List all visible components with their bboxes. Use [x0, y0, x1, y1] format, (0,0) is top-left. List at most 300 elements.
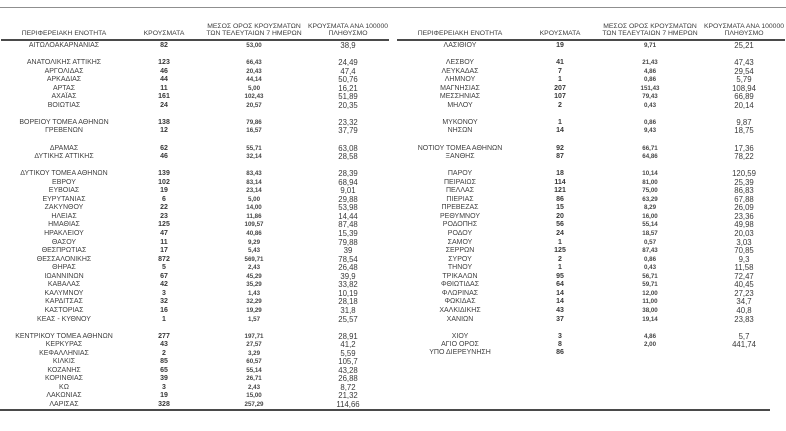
cases-cell: 87 — [556, 153, 564, 161]
per100k-cell: 24,49 — [338, 58, 358, 68]
table-row — [397, 315, 785, 324]
region-name-cell: ΛΑΡΙΣΑΣ — [49, 400, 79, 408]
table-row — [1, 84, 389, 93]
avg7-cell: 32,14 — [246, 153, 262, 161]
region-name-cell: ΑΧΑΪΑΣ — [51, 93, 77, 101]
per100k-cell: 25,39 — [734, 177, 754, 187]
per100k-cell: 33,82 — [338, 280, 358, 290]
table-spacer-row — [1, 109, 389, 118]
region-name-cell: ΠΙΕΡΙΑΣ — [446, 195, 474, 203]
table-row — [1, 229, 389, 238]
avg7-cell: 9,29 — [247, 238, 261, 246]
per100k-cell: 47,43 — [734, 58, 754, 68]
avg7-cell: 38,00 — [642, 306, 658, 314]
region-name-cell: ΘΗΡΑΣ — [52, 264, 76, 272]
per100k-cell: 38,9 — [340, 41, 356, 50]
per100k-cell: 68,94 — [338, 177, 358, 187]
avg7-cell: 10,14 — [642, 170, 658, 178]
cases-cell: 102 — [158, 178, 170, 186]
table-row — [1, 75, 389, 84]
avg7-cell: 109,57 — [244, 221, 264, 229]
table-row — [1, 186, 389, 195]
cases-cell: 14 — [556, 289, 564, 297]
per100k-cell: 21,32 — [338, 391, 358, 401]
table-row — [397, 340, 785, 349]
avg7-cell: 2,00 — [643, 341, 657, 349]
per100k-cell: 9,01 — [340, 186, 356, 196]
cases-cell: 872 — [158, 255, 170, 263]
table-spacer-row — [397, 50, 785, 59]
per100k-cell: 10,19 — [338, 288, 358, 298]
per100k-cell: 28,39 — [338, 169, 358, 179]
cases-cell: 47 — [160, 230, 168, 238]
avg7-cell: 5,00 — [247, 195, 261, 203]
per100k-cell: 11,58 — [734, 263, 754, 273]
bottom-rule — [0, 409, 770, 411]
per100k-cell: 51,89 — [338, 92, 358, 102]
per100k-cell: 26,09 — [734, 203, 754, 213]
per100k-cell: 114,66 — [336, 399, 360, 409]
cases-cell: 46 — [160, 153, 168, 161]
cases-cell: 65 — [160, 366, 168, 374]
region-name-cell: ΛΑΚΩΝΙΑΣ — [46, 392, 82, 400]
per100k-cell: 49,98 — [734, 220, 754, 230]
per100k-cell: 29,88 — [338, 194, 358, 204]
region-name-cell: ΔΥΤΙΚΗΣ ΑΤΤΙΚΗΣ — [34, 153, 94, 161]
region-name-cell: ΣΥΡΟΥ — [448, 255, 472, 263]
avg7-cell: 83,43 — [246, 170, 262, 178]
region-name-cell: ΚΕΑΣ - ΚΥΘΝΟΥ — [37, 315, 91, 323]
column-header-region: ΠΕΡΙΦΕΡΕΙΑΚΗ ΕΝΟΤΗΤΑ — [417, 30, 503, 38]
avg7-cell: 64,86 — [642, 153, 658, 161]
cases-cell: 62 — [160, 144, 168, 152]
region-name-cell: ΗΛΕΙΑΣ — [51, 212, 77, 220]
cases-cell: 125 — [554, 247, 566, 255]
region-name-cell: ΖΑΚΥΝΘΟΥ — [44, 204, 84, 212]
table-row — [397, 263, 785, 272]
table-row — [397, 84, 785, 93]
per100k-cell: 5,59 — [340, 348, 356, 358]
region-name-cell: ΧΙΟΥ — [451, 332, 469, 340]
per100k-cell: 86,83 — [734, 186, 754, 196]
table-row — [397, 126, 785, 135]
avg7-cell: 59,71 — [642, 281, 658, 289]
per100k-cell: 78,54 — [338, 254, 358, 264]
region-name-cell: ΛΕΥΚΑΔΑΣ — [441, 67, 479, 75]
avg7-cell: 14,00 — [246, 204, 262, 212]
table-row — [1, 169, 389, 178]
per100k-cell: 9,87 — [736, 117, 752, 127]
table-row — [1, 203, 389, 212]
avg7-cell: 5,43 — [247, 247, 261, 255]
avg7-cell: 102,43 — [244, 93, 264, 101]
cases-cell: 121 — [554, 187, 566, 195]
per100k-cell: 27,23 — [734, 288, 754, 298]
table-row — [397, 220, 785, 229]
avg7-cell: 0,43 — [643, 264, 657, 272]
per100k-cell: 39,9 — [340, 271, 356, 281]
region-name-cell: ΠΡΕΒΕΖΑΣ — [441, 204, 479, 212]
table-row — [1, 58, 389, 67]
cases-cell: 14 — [556, 298, 564, 306]
cases-cell: 11 — [160, 238, 168, 246]
cases-cell: 207 — [554, 84, 566, 92]
avg7-cell: 16,00 — [642, 212, 658, 220]
avg7-cell: 83,14 — [246, 178, 262, 186]
region-name-cell: ΒΟΙΩΤΙΑΣ — [47, 101, 81, 109]
cases-cell: 67 — [160, 272, 168, 280]
avg7-cell: 1,57 — [247, 315, 261, 323]
region-name-cell: ΘΕΣΣΑΛΟΝΙΚΗΣ — [36, 255, 92, 263]
avg7-cell: 21,43 — [642, 59, 658, 67]
cases-cell: 39 — [160, 375, 168, 383]
avg7-cell: 9,43 — [643, 127, 657, 135]
region-name-cell: ΕΥΒΟΙΑΣ — [48, 187, 80, 195]
cases-cell: 20 — [556, 212, 564, 220]
avg7-cell: 197,71 — [244, 332, 264, 340]
cases-cell: 1 — [558, 264, 562, 272]
region-name-cell: ΡΟΔΟΥ — [447, 230, 473, 238]
region-name-cell: ΚΙΛΚΙΣ — [52, 358, 76, 366]
per100k-cell: 108,94 — [732, 83, 756, 93]
table-row — [397, 144, 785, 153]
cases-cell: 42 — [160, 281, 168, 289]
cases-cell: 1 — [558, 76, 562, 84]
per100k-cell: 8,72 — [340, 382, 356, 392]
table-row — [1, 349, 389, 358]
cases-cell: 14 — [556, 127, 564, 135]
avg7-cell: 0,86 — [643, 255, 657, 263]
per100k-cell: 28,58 — [338, 152, 358, 162]
avg7-cell: 19,14 — [642, 315, 658, 323]
region-name-cell: ΚΟΖΑΝΗΣ — [47, 366, 81, 374]
region-name-cell: ΚΕΝΤΡΙΚΟΥ ΤΟΜΕΑ ΑΘΗΝΩΝ — [15, 332, 113, 340]
avg7-cell: 3,29 — [247, 349, 261, 357]
region-name-cell: ΗΡΑΚΛΕΙΟΥ — [44, 230, 84, 238]
per100k-cell: 40,45 — [734, 280, 754, 290]
table-row — [1, 306, 389, 315]
cases-cell: 2 — [558, 255, 562, 263]
table-row — [1, 41, 389, 50]
per100k-cell: 43,28 — [338, 365, 358, 375]
region-name-cell: ΣΕΡΡΩΝ — [445, 247, 475, 255]
table-row — [1, 101, 389, 110]
table-row — [1, 220, 389, 229]
table-spacer-row — [397, 323, 785, 332]
table-row — [1, 195, 389, 204]
avg7-cell: 87,43 — [642, 247, 658, 255]
table-row — [397, 272, 785, 281]
avg7-cell: 569,71 — [244, 255, 264, 263]
table-row — [1, 272, 389, 281]
table-row — [397, 92, 785, 101]
avg7-cell: 257,29 — [244, 400, 264, 408]
cases-cell: 8 — [558, 341, 562, 349]
cases-cell: 5 — [162, 264, 166, 272]
per100k-cell: 29,54 — [734, 66, 754, 76]
avg7-cell: 60,57 — [246, 358, 262, 366]
avg7-cell: 79,43 — [642, 93, 658, 101]
regional-table-left — [1, 9, 389, 409]
region-name-cell: ΧΑΛΚΙΔΙΚΗΣ — [439, 306, 481, 314]
region-name-cell: ΦΘΙΩΤΙΔΑΣ — [440, 281, 480, 289]
per100k-cell: 70,85 — [734, 246, 754, 256]
region-name-cell: ΠΕΛΛΑΣ — [445, 187, 475, 195]
avg7-cell: 15,00 — [246, 392, 262, 400]
avg7-cell: 66,71 — [642, 144, 658, 152]
table-row — [397, 75, 785, 84]
avg7-cell: 56,71 — [642, 272, 658, 280]
cases-cell: 18 — [556, 170, 564, 178]
table-row — [397, 118, 785, 127]
region-name-cell: ΡΕΘΥΜΝΟΥ — [439, 212, 480, 220]
per100k-cell: 5,79 — [736, 75, 752, 85]
avg7-cell: 20,57 — [246, 101, 262, 109]
avg7-cell: 75,00 — [642, 187, 658, 195]
cases-cell: 277 — [158, 332, 170, 340]
avg7-cell: 55,14 — [246, 366, 262, 374]
column-header-cases: ΚΡΟΥΣΜΑΤΑ — [143, 30, 185, 38]
avg7-cell: 63,29 — [642, 195, 658, 203]
table-row — [1, 280, 389, 289]
table-spacer-row — [397, 135, 785, 144]
cases-cell: 2 — [558, 101, 562, 109]
region-name-cell: ΕΒΡΟΥ — [52, 178, 76, 186]
table-row — [397, 41, 785, 50]
cases-cell: 82 — [160, 42, 168, 49]
table-row — [1, 374, 389, 383]
table-spacer-row — [1, 50, 389, 59]
avg7-cell: 45,29 — [246, 272, 262, 280]
table-header-right — [397, 9, 785, 41]
cases-cell: 41 — [556, 59, 564, 67]
cases-cell: 11 — [160, 84, 168, 92]
per100k-cell: 28,18 — [338, 297, 358, 307]
avg7-cell: 11,86 — [246, 212, 262, 220]
per100k-cell: 20,35 — [338, 100, 358, 110]
per100k-cell: 17,36 — [734, 143, 754, 153]
avg7-cell: 35,29 — [246, 281, 262, 289]
avg7-cell: 4,86 — [643, 332, 657, 340]
cases-cell: 19 — [556, 42, 564, 49]
region-name-cell: ΜΥΚΟΝΟΥ — [442, 118, 478, 126]
table-row — [1, 255, 389, 264]
table-row — [397, 238, 785, 247]
avg7-cell: 66,43 — [246, 59, 262, 67]
region-name-cell: ΑΓΙΟ ΟΡΟΣ — [441, 341, 479, 349]
cases-cell: 64 — [556, 281, 564, 289]
region-name-cell: ΚΑΣΤΟΡΙΑΣ — [44, 306, 84, 314]
avg7-cell: 53,00 — [246, 42, 262, 49]
column-header-avg7: ΜΕΣΟΣ ΟΡΟΣ ΚΡΟΥΣΜΑΤΩΝ ΤΩΝ ΤΕΛΕΥΤΑΙΩΝ 7 ΗΜΕΡΩΝ — [602, 22, 698, 38]
per100k-cell: 26,48 — [338, 263, 358, 273]
table-spacer-row — [1, 135, 389, 144]
table-row — [397, 280, 785, 289]
cases-cell: 139 — [158, 170, 170, 178]
table-spacer-row — [397, 109, 785, 118]
table-row — [397, 246, 785, 255]
table-row — [397, 203, 785, 212]
column-header-per100k: ΚΡΟΥΣΜΑΤΑ ΑΝΑ 100000 ΠΛΗΘΥΣΜΟ — [703, 22, 785, 38]
region-name-cell: ΝΗΣΩΝ — [447, 127, 473, 135]
table-row — [397, 195, 785, 204]
cases-cell: 12 — [160, 127, 168, 135]
region-name-cell: ΤΡΙΚΑΛΩΝ — [442, 272, 478, 280]
region-name-cell: ΚΕΦΑΛΛΗΝΙΑΣ — [39, 349, 89, 357]
region-name-cell: ΘΑΣΟΥ — [51, 238, 77, 246]
table-row — [397, 178, 785, 187]
region-name-cell: ΠΕΙΡΑΙΩΣ — [444, 178, 476, 186]
per100k-cell: 50,76 — [338, 75, 358, 85]
per100k-cell: 67,88 — [734, 194, 754, 204]
avg7-cell: 8,29 — [643, 204, 657, 212]
per100k-cell: 87,48 — [338, 220, 358, 230]
table-row — [1, 92, 389, 101]
region-name-cell: ΑΡΓΟΛΙΔΑΣ — [44, 67, 84, 75]
cases-cell: 138 — [158, 118, 170, 126]
region-name-cell: ΔΥΤΙΚΟΥ ΤΟΜΕΑ ΑΘΗΝΩΝ — [20, 170, 108, 178]
avg7-cell: 4,86 — [643, 67, 657, 75]
region-name-cell: ΦΛΩΡΙΝΑΣ — [441, 289, 479, 297]
avg7-cell: 18,57 — [642, 230, 658, 238]
cases-cell: 7 — [558, 67, 562, 75]
avg7-cell: 19,29 — [246, 306, 262, 314]
region-name-cell: ΚΑΒΑΛΑΣ — [47, 281, 81, 289]
table-row — [1, 152, 389, 161]
table-row — [397, 212, 785, 221]
per100k-cell: 63,08 — [338, 143, 358, 153]
avg7-cell: 40,86 — [246, 230, 262, 238]
cases-cell: 1 — [558, 238, 562, 246]
region-name-cell: ΚΕΡΚΥΡΑΣ — [45, 341, 83, 349]
cases-cell: 86 — [556, 195, 564, 203]
cases-cell: 92 — [556, 144, 564, 152]
per100k-cell: 34,7 — [736, 297, 752, 307]
cases-cell: 16 — [160, 306, 168, 314]
per100k-cell: 66,89 — [734, 92, 754, 102]
table-row — [1, 178, 389, 187]
table-row — [397, 289, 785, 298]
avg7-cell: 12,00 — [642, 289, 658, 297]
avg7-cell: 5,00 — [247, 84, 261, 92]
table-spacer-row — [397, 161, 785, 170]
table-row — [1, 357, 389, 366]
cases-cell: 44 — [160, 76, 168, 84]
table-row — [397, 101, 785, 110]
region-name-cell: ΦΩΚΙΔΑΣ — [444, 298, 476, 306]
per100k-cell: 20,14 — [734, 100, 754, 110]
cases-cell: 2 — [162, 349, 166, 357]
table-row — [1, 297, 389, 306]
avg7-cell: 55,14 — [642, 221, 658, 229]
avg7-cell: 0,86 — [643, 76, 657, 84]
avg7-cell: 0,57 — [643, 238, 657, 246]
table-row — [397, 152, 785, 161]
column-header-region: ΠΕΡΙΦΕΡΕΙΑΚΗ ΕΝΟΤΗΤΑ — [21, 30, 107, 38]
table-row — [1, 383, 389, 392]
avg7-cell: 23,14 — [246, 187, 262, 195]
region-name-cell: ΝΟΤΙΟΥ ΤΟΜΕΑ ΑΘΗΝΩΝ — [417, 144, 503, 152]
avg7-cell: 27,57 — [246, 341, 262, 349]
column-header-per100k: ΚΡΟΥΣΜΑΤΑ ΑΝΑ 100000 ΠΛΗΘΥΣΜΟ — [307, 22, 389, 38]
avg7-cell: 26,71 — [246, 375, 262, 383]
table-header-left — [1, 9, 389, 41]
table-row — [397, 58, 785, 67]
per100k-cell: 15,39 — [338, 229, 358, 239]
cases-cell: 43 — [160, 341, 168, 349]
per100k-cell: 25,21 — [734, 41, 754, 50]
cases-cell: 22 — [160, 204, 168, 212]
cases-cell: 161 — [158, 93, 170, 101]
cases-cell: 86 — [556, 349, 564, 357]
per100k-cell: 37,79 — [338, 126, 358, 136]
table-row — [397, 349, 785, 358]
per100k-cell: 53,98 — [338, 203, 358, 213]
cases-cell: 24 — [160, 101, 168, 109]
per100k-cell: 23,36 — [734, 211, 754, 221]
cases-cell: 19 — [160, 187, 168, 195]
region-name-cell: ΜΑΓΝΗΣΙΑΣ — [440, 84, 480, 92]
region-name-cell: ΑΡΤΑΣ — [52, 84, 76, 92]
region-name-cell: ΛΕΣΒΟΥ — [445, 59, 475, 67]
avg7-cell: 44,14 — [246, 76, 262, 84]
table-row — [1, 332, 389, 341]
region-name-cell: ΑΙΤΩΛΟΑΚΑΡΝΑΝΙΑΣ — [28, 42, 100, 49]
region-name-cell: ΤΗΝΟΥ — [447, 264, 473, 272]
cases-cell: 46 — [160, 67, 168, 75]
avg7-cell: 9,71 — [643, 42, 657, 49]
region-name-cell: ΕΥΡΥΤΑΝΙΑΣ — [42, 195, 86, 203]
avg7-cell: 2,43 — [247, 383, 261, 391]
table-spacer-row — [1, 323, 389, 332]
cases-cell: 23 — [160, 212, 168, 220]
table-row — [397, 332, 785, 341]
per100k-cell: 105,7 — [338, 357, 358, 367]
region-name-cell: ΚΑΡΔΙΤΣΑΣ — [45, 298, 83, 306]
table-row — [1, 400, 389, 409]
table-row — [1, 340, 389, 349]
table-body-right — [397, 41, 785, 357]
per100k-cell: 72,47 — [734, 271, 754, 281]
table-row — [397, 255, 785, 264]
per100k-cell: 23,83 — [734, 314, 754, 324]
avg7-cell: 81,00 — [642, 178, 658, 186]
per100k-cell: 20,03 — [734, 229, 754, 239]
cases-cell: 123 — [158, 59, 170, 67]
table-spacer-row — [1, 161, 389, 170]
region-name-cell: ΒΟΡΕΙΟΥ ΤΟΜΕΑ ΑΘΗΝΩΝ — [19, 118, 109, 126]
per100k-cell: 31,8 — [340, 305, 356, 315]
table-row — [1, 67, 389, 76]
avg7-cell: 32,29 — [246, 298, 262, 306]
region-name-cell: ΡΟΔΟΠΗΣ — [442, 221, 478, 229]
region-name-cell: ΚΩ — [59, 383, 69, 391]
column-header-cases: ΚΡΟΥΣΜΑΤΑ — [539, 30, 581, 38]
region-name-cell: ΚΑΛΥΜΝΟΥ — [44, 289, 84, 297]
cases-cell: 114 — [554, 178, 566, 186]
table-row — [1, 315, 389, 324]
regional-table-right — [397, 9, 785, 357]
per100k-cell: 47,4 — [340, 66, 356, 76]
cases-cell: 125 — [158, 221, 170, 229]
per100k-cell: 25,57 — [338, 314, 358, 324]
table-row — [1, 212, 389, 221]
per100k-cell: 41,2 — [340, 340, 356, 350]
avg7-cell: 11,00 — [642, 298, 658, 306]
cases-cell: 1 — [162, 315, 166, 323]
table-row — [1, 391, 389, 400]
avg7-cell: 0,86 — [643, 118, 657, 126]
